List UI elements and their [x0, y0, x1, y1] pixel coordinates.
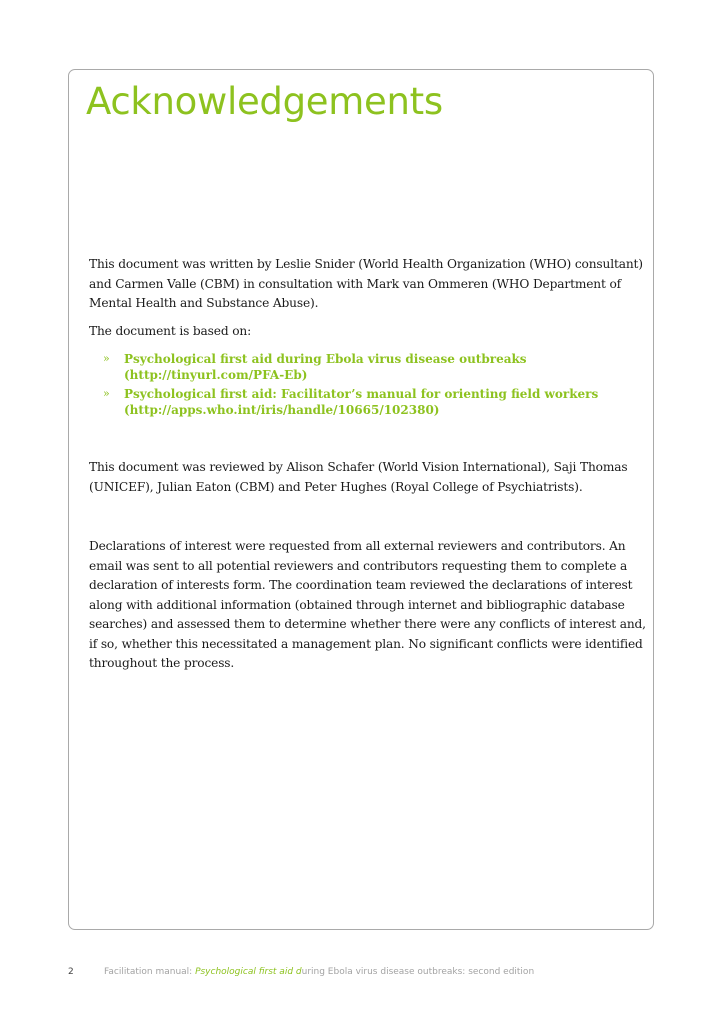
bullet-icon: » — [103, 387, 110, 400]
authors-paragraph: This document was written by Leslie Snider (World Health Organization (WHO) consultant) and Carmen Valle (CBM) in consultation with Mark van Ommeren (WHO Department of Mental Health and Substance Abuse). — [89, 257, 643, 310]
reference-url[interactable]: (http://apps.who.int/iris/handle/10665/102380) — [124, 403, 440, 417]
reference-item[interactable] — [103, 386, 643, 418]
footer-suffix: uring Ebola virus disease outbreaks: second edition — [301, 967, 535, 977]
reviewers-paragraph: This document was reviewed by Alison Schafer (World Vision International), Saji Thomas (UNICEF), Julian Eaton (CBM) and Peter Hughes (Royal College of Psychiatrists). — [89, 460, 628, 494]
reference-title: Psychological first aid: Facilitator’s manual for orienting field workers — [124, 387, 599, 401]
page-frame — [68, 69, 654, 930]
page-footer — [68, 967, 534, 977]
reference-list — [103, 351, 643, 421]
page-title: Acknowledgements — [86, 80, 443, 123]
reference-url[interactable]: (http://tinyurl.com/PFA-Eb) — [124, 368, 308, 382]
footer-prefix: Facilitation manual: — [104, 967, 196, 977]
reference-title: Psychological first aid during Ebola virus disease outbreaks — [124, 352, 527, 366]
page-number: 2 — [68, 967, 74, 977]
bullet-icon: » — [103, 352, 110, 365]
reference-item[interactable] — [103, 351, 643, 383]
declarations-paragraph: Declarations of interest were requested from all external reviewers and contributors. An email was sent to all potential reviewers and contributors requesting them to complete a declaration of interests form. The coordination team reviewed the declarations of interest along with additional information (obtained through internet and bibliographic database searches) and assessed them to determine whether there were any conflicts of interest and, if so, whether this necessitated a management plan. No significant conflicts were identified throughout the process. — [89, 539, 646, 670]
based-on-paragraph: The document is based on: — [89, 324, 252, 338]
footer-title: Psychological first aid d — [195, 967, 302, 977]
